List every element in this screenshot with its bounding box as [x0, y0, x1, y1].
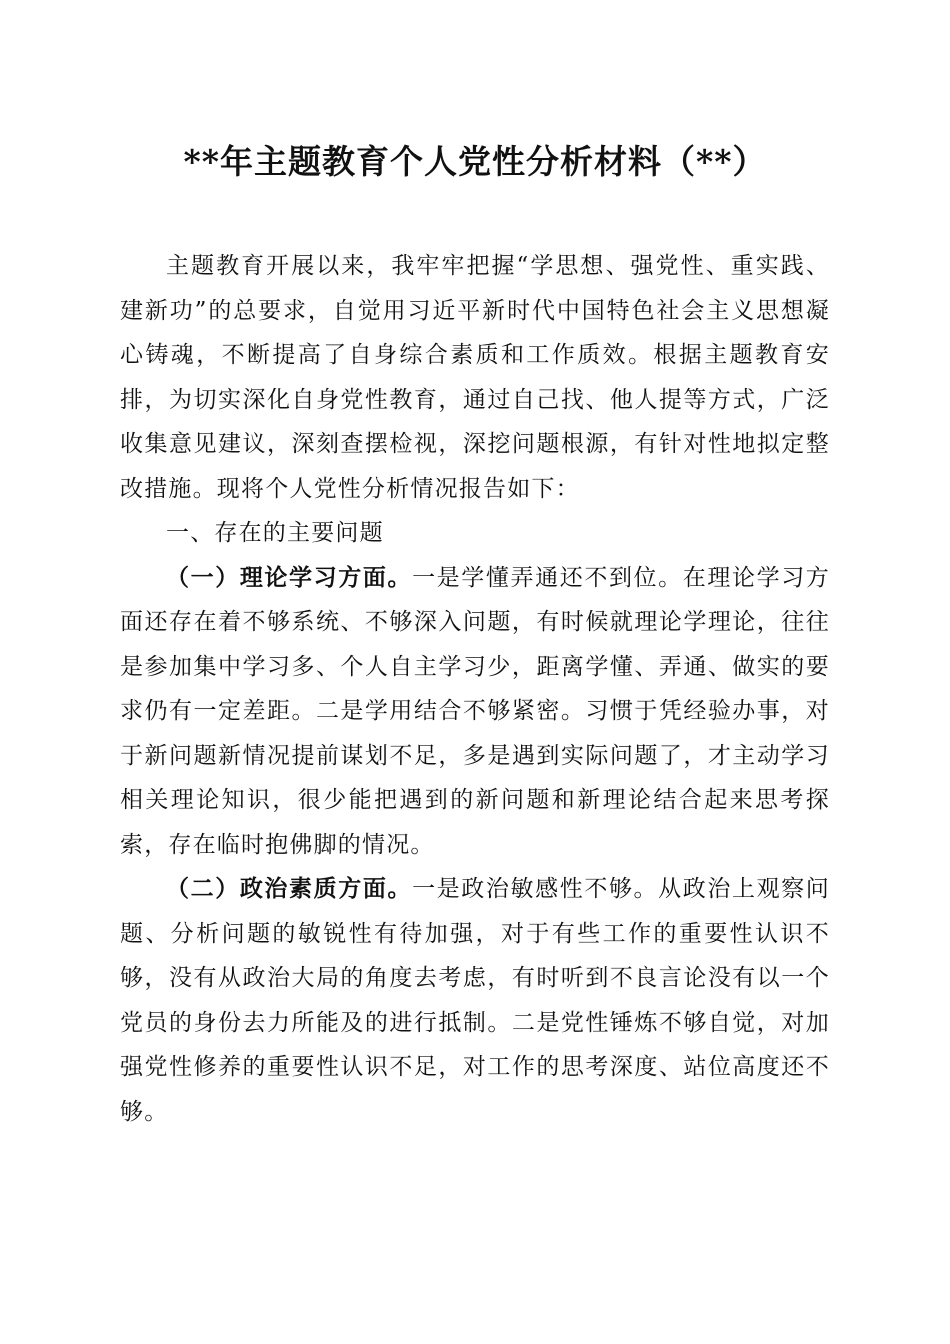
paragraph-lead-political-quality: （二）政治素质方面。 [166, 875, 413, 902]
document-title: **年主题教育个人党性分析材料（**） [183, 142, 767, 181]
intro-paragraph: 主题教育开展以来，我牢牢把握“学思想、强党性、重实践、建新功”的总要求，自觉用习近平新时代中国特色社会主义思想凝心铸魂，不断提高了自身综合素质和工作质效。根据主题教育安排，为切实深化自身党性教育，通过自己找、他人提等方式，广泛收集意见建议，深刻查摆检视，深挖问题根源，有针对性地拟定整改措施。现将个人党性分析情况报告如下： [120, 253, 830, 502]
paragraph-lead-theory-study: （一）理论学习方面。 [166, 563, 413, 591]
paragraph-body-theory-study: 一是学懂弄通还不到位。在理论学习方面还存在着不够系统、不够深入问题，有时候就理论学理论，往往是参加集中学习多、个人自主学习少，距离学懂、弄通、做实的要求仍有一定差距。二是学用结合不够紧密。习惯于凭经验办事，对于新问题新情况提前谋划不足，多是遇到实际问题了，才主动学习相关理论知识，很少能把遇到的新问题和新理论结合起来思考探索，存在临时抱佛脚的情况。 [120, 564, 830, 858]
paragraph-body-political-quality: 一是政治敏感性不够。从政治上观察问题、分析问题的敏锐性有待加强，对于有些工作的重要性认识不够，没有从政治大局的角度去考虑，有时听到不良言论没有以一个党员的身份去力所能及的进行抵制。二是党性锤炼不够自觉，对加强党性修养的重要性认识不足，对工作的思考深度、站位高度还不够。 [120, 876, 830, 1125]
paragraph-theory-study [120, 556, 830, 868]
paragraph-political-quality [120, 867, 830, 1134]
section-heading-main-problems: 一、存在的主要问题 [166, 520, 384, 546]
